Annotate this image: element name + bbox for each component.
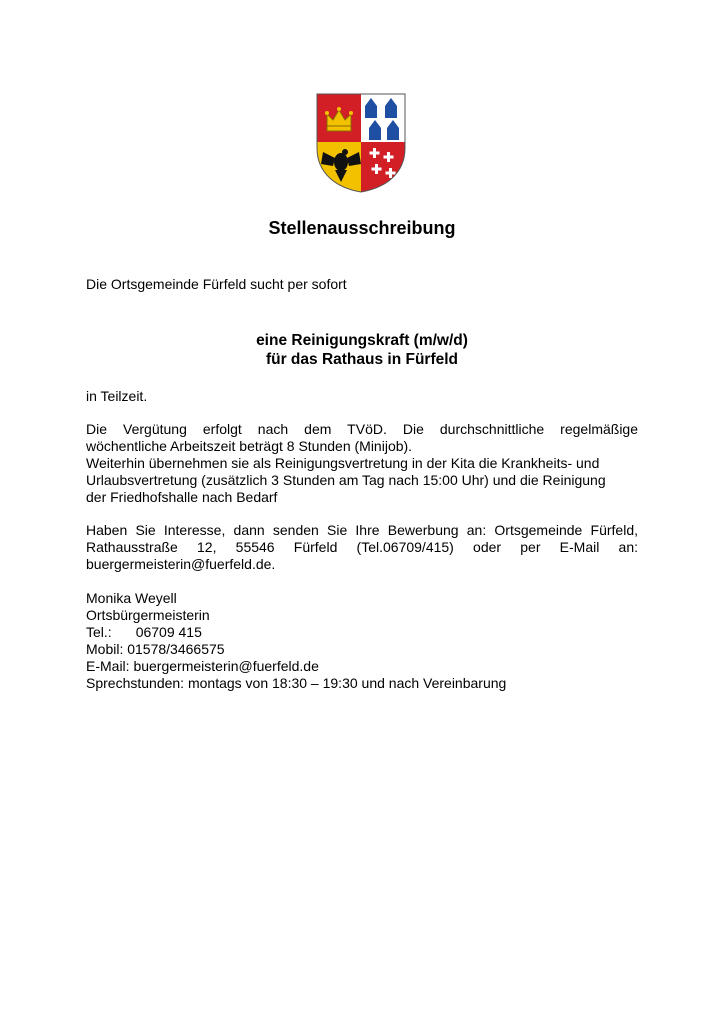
application-email: buergermeisterin@fuerfeld.de. <box>86 556 276 572</box>
contact-block <box>86 590 638 692</box>
paragraph-line: Weiterhin übernehmen sie als Reinigungsvertretung in der Kita die Krankheits- und <box>86 455 600 471</box>
coat-of-arms-icon <box>313 86 409 194</box>
contact-mobile: Mobil: 01578/3466575 <box>86 641 225 657</box>
contact-role: Ortsbürgermeisterin <box>86 607 210 623</box>
compensation-paragraph <box>86 421 638 506</box>
paragraph-line: Haben Sie Interesse, dann senden Sie Ihre Bewerbung an: Ortsgemeinde Fürfeld, <box>86 522 638 538</box>
paragraph-line: wöchentliche Arbeitszeit beträgt 8 Stunden (Minijob). <box>86 438 413 454</box>
phone-label: Tel.: <box>86 624 112 640</box>
paragraph-line: Rathausstraße 12, 55546 Fürfeld (Tel.06709/415) oder per E-Mail an: <box>86 539 638 555</box>
contact-phone <box>86 624 638 641</box>
paragraph-line: Die Vergütung erfolgt nach dem TVöD. Die durchschnittliche regelmäßige <box>86 421 638 437</box>
contact-office-hours: Sprechstunden: montags von 18:30 – 19:30 und nach Vereinbarung <box>86 675 507 691</box>
paragraph-line: der Friedhofshalle nach Bedarf <box>86 489 278 505</box>
contact-name: Monika Weyell <box>86 590 177 606</box>
application-paragraph <box>86 522 638 573</box>
employment-type: in Teilzeit. <box>86 388 148 404</box>
phone-value: 06709 415 <box>135 624 202 640</box>
position-title-line1: eine Reinigungskraft (m/w/d) <box>256 332 468 349</box>
intro-text: Die Ortsgemeinde Fürfeld sucht per sofort <box>86 276 347 292</box>
contact-email: E-Mail: buergermeisterin@fuerfeld.de <box>86 658 319 674</box>
page-title: Stellenausschreibung <box>268 218 456 238</box>
paragraph-line: Urlaubsvertretung (zusätzlich 3 Stunden am Tag nach 15:00 Uhr) und die Reinigung <box>86 472 606 488</box>
position-title-line2: für das Rathaus in Fürfeld <box>265 351 459 368</box>
